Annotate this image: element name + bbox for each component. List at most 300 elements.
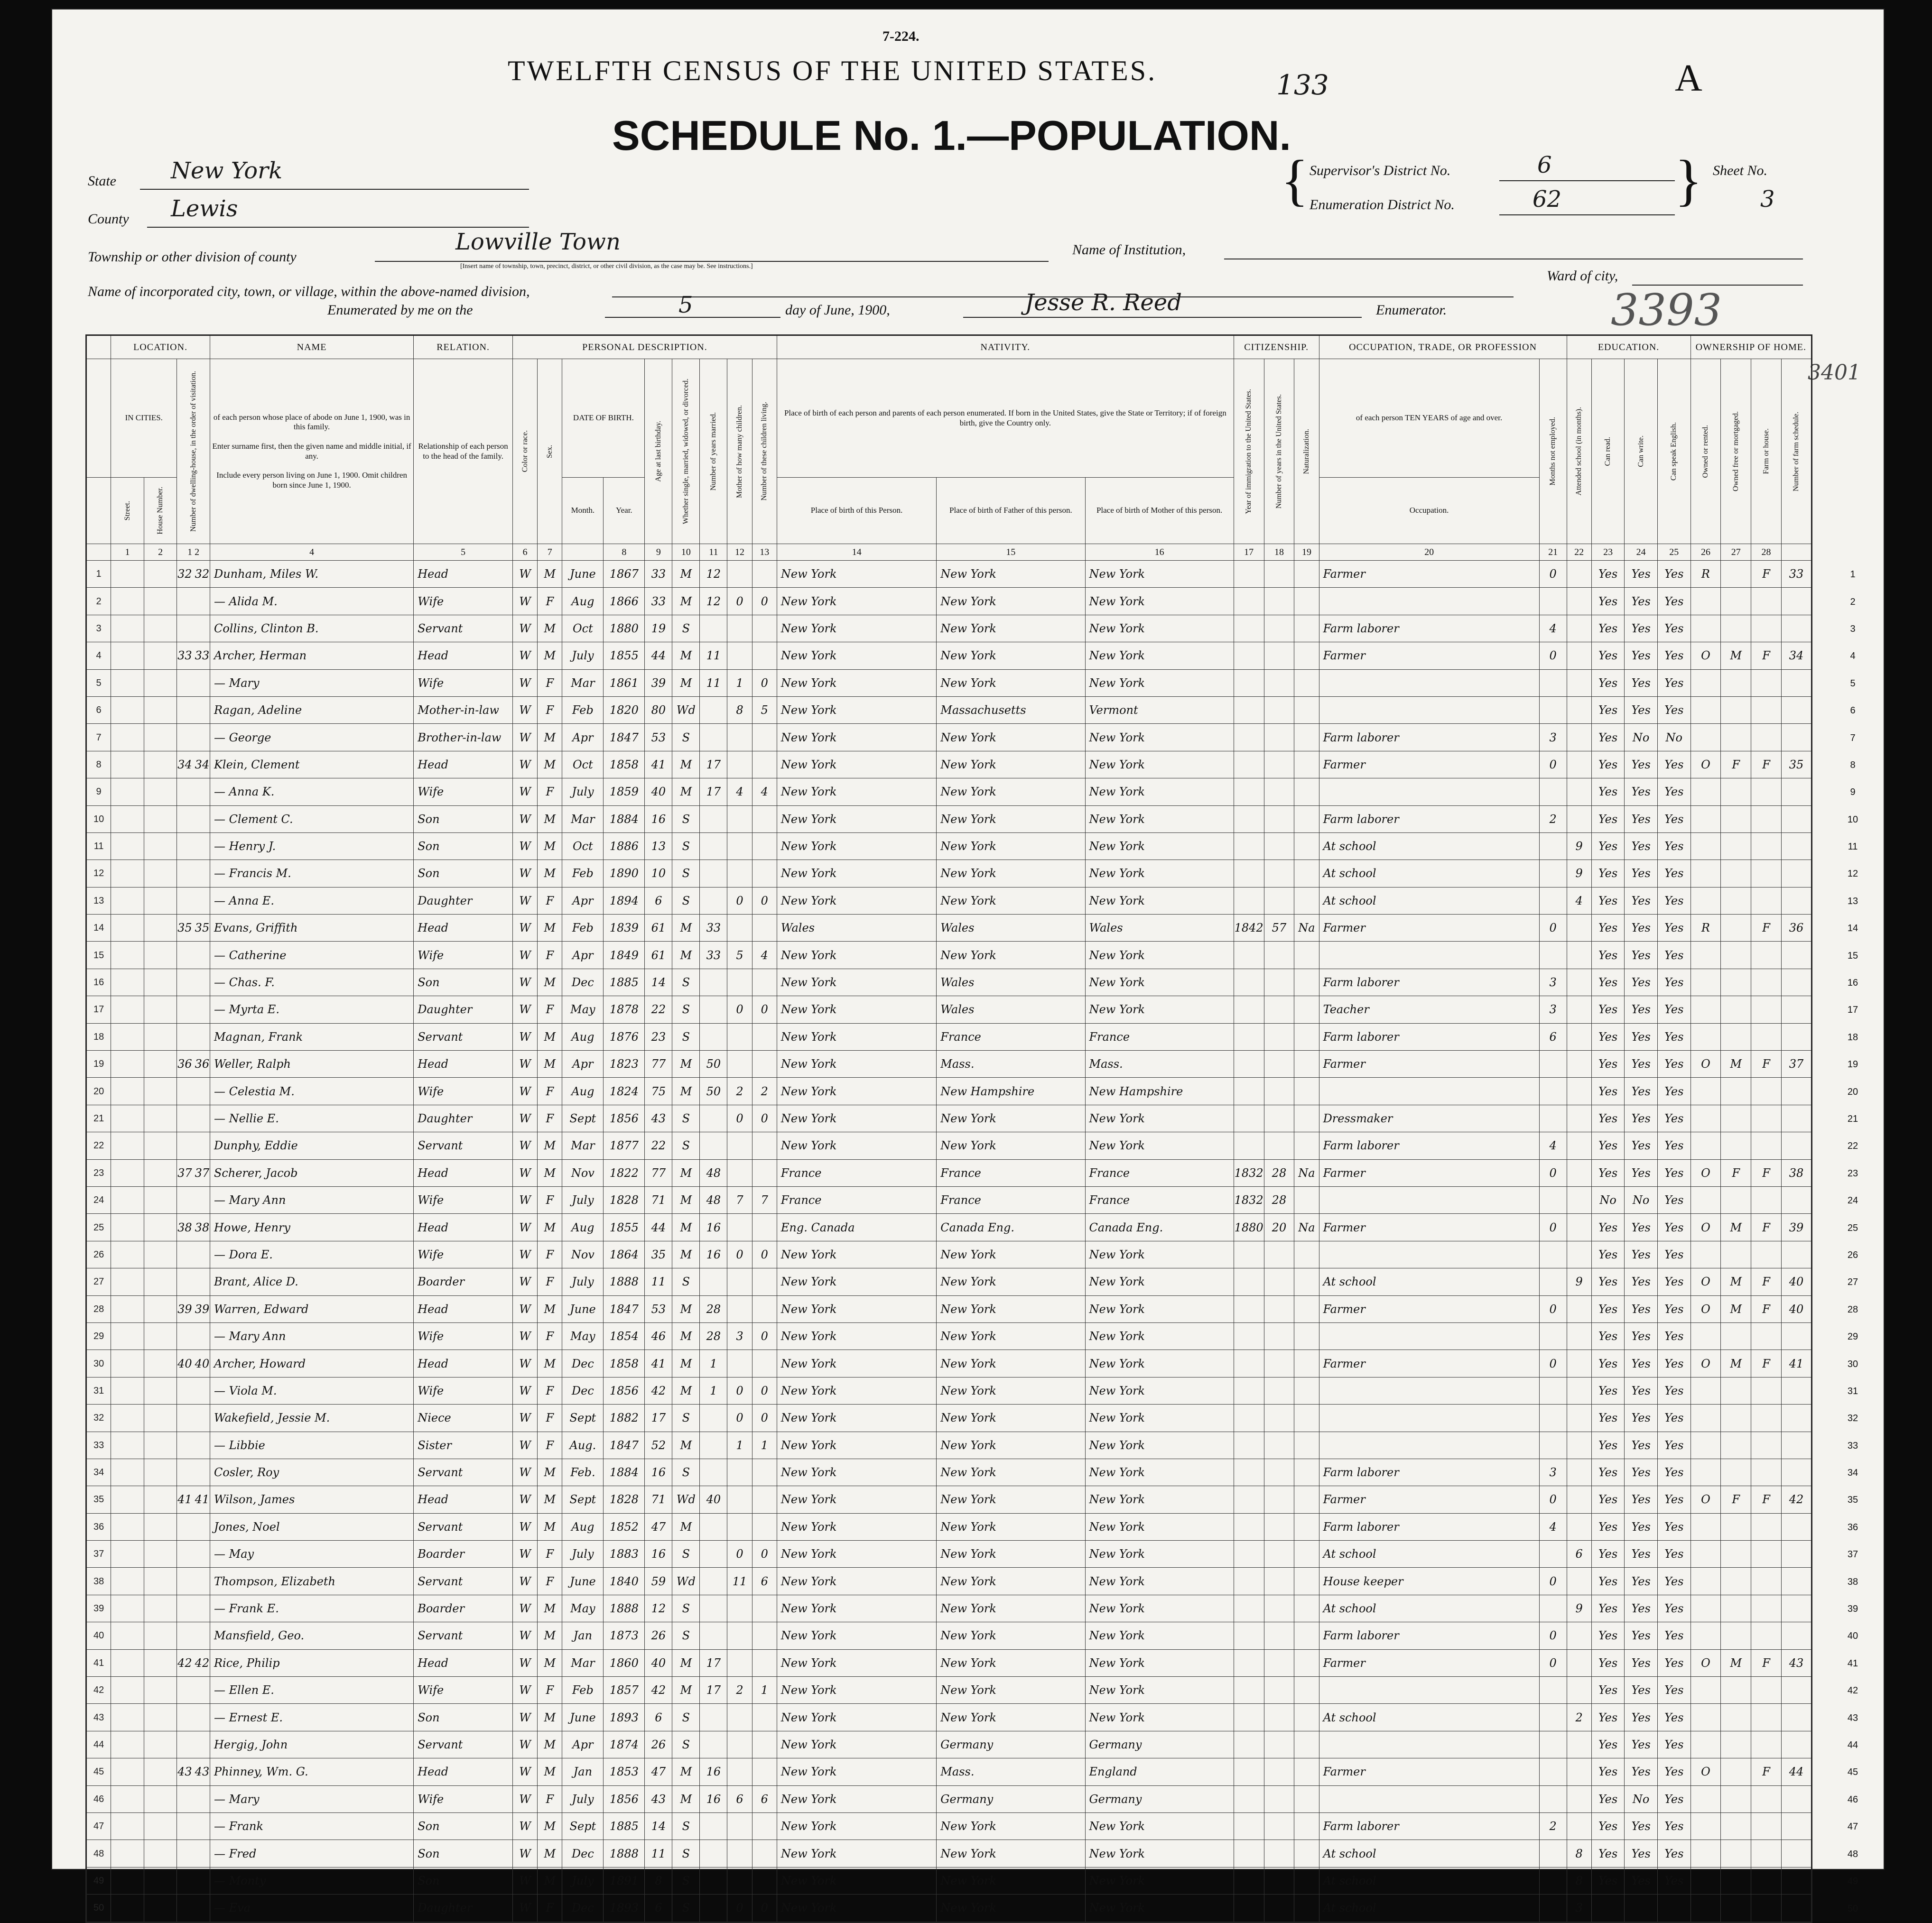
cell-farm-house	[1751, 1541, 1782, 1568]
column-number-row	[86, 544, 1812, 561]
line-number-header	[86, 335, 111, 359]
cell-birth-person: New York	[777, 1785, 936, 1812]
cell-immigration	[1234, 1541, 1264, 1568]
blank-subheader-2	[86, 478, 111, 544]
margin-line-number: 33	[1847, 1440, 1858, 1451]
cell-house	[144, 696, 177, 723]
cell-year: 1856	[604, 1785, 645, 1812]
table-row	[86, 1214, 1812, 1241]
cell-can-write: Yes	[1625, 1595, 1658, 1622]
cell-attended-school	[1567, 1812, 1591, 1840]
cell-color: W	[513, 915, 538, 942]
cell-dwelling	[177, 1486, 210, 1513]
cell-can-write: Yes	[1625, 1513, 1658, 1540]
margin-line-number: 14	[1847, 923, 1858, 934]
cell-age: 16	[645, 1459, 672, 1486]
cell-mother-of	[727, 1459, 752, 1486]
cell-can-speak: Yes	[1657, 1867, 1690, 1894]
cell-birth-mother: New York	[1085, 1595, 1234, 1622]
cell-years-us	[1264, 832, 1294, 860]
cell-sex: M	[538, 805, 562, 832]
cell-can-write: No	[1625, 724, 1658, 751]
cell-birth-father: France	[937, 1186, 1085, 1213]
cell-owned-rented	[1690, 1622, 1721, 1649]
cell-dwelling	[177, 1078, 210, 1105]
cell-mother-of	[727, 561, 752, 588]
cell-immigration	[1234, 1405, 1264, 1432]
cell-house	[144, 1704, 177, 1731]
cell-living: 6	[752, 1568, 777, 1595]
cell-line: 35	[86, 1486, 111, 1513]
cell-birth-person: New York	[777, 1105, 936, 1132]
cell-age: 14	[645, 969, 672, 996]
cell-line: 33	[86, 1432, 111, 1459]
cell-year: 1861	[604, 669, 645, 696]
cell-farm-house	[1751, 1568, 1782, 1595]
cell-can-speak: Yes	[1657, 915, 1690, 942]
cell-can-speak: Yes	[1657, 1241, 1690, 1268]
cell-line: 8	[86, 751, 111, 778]
cell-color: W	[513, 1322, 538, 1350]
table-row	[86, 1731, 1812, 1758]
table-row	[86, 1377, 1812, 1404]
cell-can-speak: Yes	[1657, 1486, 1690, 1513]
cell-attended-school	[1567, 778, 1591, 805]
cell-can-read: Yes	[1591, 1051, 1625, 1078]
cell-can-read: Yes	[1591, 1649, 1625, 1676]
col-number-free-mortgaged: 27	[1721, 544, 1751, 561]
cell-marital: M	[672, 1649, 700, 1676]
cell-street	[111, 1677, 144, 1704]
cell-dwelling	[177, 751, 210, 778]
cell-relation: Son	[414, 1867, 513, 1894]
cell-naturalization	[1294, 1785, 1319, 1812]
margin-line-number: 3	[1850, 623, 1856, 634]
cell-house	[144, 1186, 177, 1213]
cell-relation: Wife	[414, 1186, 513, 1213]
cell-age: 39	[645, 669, 672, 696]
cell-birth-father: New York	[937, 561, 1085, 588]
cell-can-speak: Yes	[1657, 1322, 1690, 1350]
cell-attended-school: 9	[1567, 860, 1591, 887]
cell-immigration	[1234, 1677, 1264, 1704]
cell-mother-of: 1	[727, 1432, 752, 1459]
table-row	[86, 1595, 1812, 1622]
table-row	[86, 1186, 1812, 1213]
cell-month: Oct	[562, 751, 604, 778]
marital-subheader-text: Whether single, married, widowed, or divorced.	[682, 378, 690, 524]
cell-color: W	[513, 1704, 538, 1731]
cell-birth-person: New York	[777, 1268, 936, 1295]
dwelling-number: 40	[177, 1357, 192, 1370]
cell-dwelling	[177, 1785, 210, 1812]
cell-farm-schedule	[1781, 1186, 1811, 1213]
cell-dwelling	[177, 1186, 210, 1213]
cell-farm-schedule: 34	[1781, 642, 1811, 669]
cell-mother-of	[727, 832, 752, 860]
cell-relation: Wife	[414, 669, 513, 696]
cell-occupation: At school	[1319, 1895, 1539, 1922]
cell-farm-house: F	[1751, 561, 1782, 588]
cell-attended-school	[1567, 696, 1591, 723]
cell-attended-school	[1567, 805, 1591, 832]
cell-name: Phinney, Wm. G.	[210, 1758, 413, 1785]
cell-color: W	[513, 1105, 538, 1132]
cell-farm-house: F	[1751, 1350, 1782, 1377]
cell-can-read: Yes	[1591, 1023, 1625, 1050]
cell-owned-rented: O	[1690, 1486, 1721, 1513]
cell-year: 1866	[604, 588, 645, 615]
cell-mother-of: 0	[727, 887, 752, 914]
cell-years-married	[700, 1405, 727, 1432]
cell-years-married	[700, 615, 727, 642]
cell-months-unemployed: 0	[1539, 1295, 1567, 1322]
margin-line-number: 11	[1848, 841, 1858, 852]
cell-occupation	[1319, 1241, 1539, 1268]
cell-owned-rented: O	[1690, 642, 1721, 669]
cell-mother-of: 0	[727, 996, 752, 1023]
cell-birth-person: New York	[777, 1595, 936, 1622]
cell-house	[144, 996, 177, 1023]
cell-immigration	[1234, 1105, 1264, 1132]
col-number-farm-schedule	[1781, 544, 1811, 561]
cell-color: W	[513, 1486, 538, 1513]
cell-mother-of	[727, 1268, 752, 1295]
cell-years-us	[1264, 588, 1294, 615]
cell-living	[752, 860, 777, 887]
cell-attended-school	[1567, 942, 1591, 969]
margin-line-number: 43	[1847, 1712, 1858, 1723]
cell-line: 37	[86, 1541, 111, 1568]
cell-age: 33	[645, 588, 672, 615]
cell-immigration	[1234, 1322, 1264, 1350]
cell-farm-house	[1751, 860, 1782, 887]
cell-name: — Anna E.	[210, 887, 413, 914]
cell-street	[111, 1159, 144, 1186]
cell-free-mortgaged: M	[1721, 642, 1751, 669]
cell-marital: S	[672, 615, 700, 642]
cell-name: Ragan, Adeline	[210, 696, 413, 723]
cell-can-speak: Yes	[1657, 1622, 1690, 1649]
cell-owned-rented	[1690, 724, 1721, 751]
cell-attended-school: 3	[1567, 1895, 1591, 1922]
dwelling-number: 41	[177, 1493, 192, 1507]
cell-line: 36	[86, 1513, 111, 1540]
occupation-header: OCCUPATION, TRADE, OR PROFESSION	[1319, 335, 1567, 359]
cell-year: 1857	[604, 1677, 645, 1704]
cell-owned-rented	[1690, 1023, 1721, 1050]
cell-owned-rented	[1690, 696, 1721, 723]
cell-mother-of: 5	[727, 942, 752, 969]
cell-months-unemployed	[1539, 588, 1567, 615]
table-row	[86, 942, 1812, 969]
cell-dwelling	[177, 1405, 210, 1432]
cell-years-us: 57	[1264, 915, 1294, 942]
cell-occupation: Dressmaker	[1319, 1105, 1539, 1132]
cell-years-married: 50	[700, 1051, 727, 1078]
cell-house	[144, 1568, 177, 1595]
cell-can-speak: Yes	[1657, 805, 1690, 832]
cell-years-us	[1264, 1295, 1294, 1322]
cell-living	[752, 1704, 777, 1731]
cell-marital: Wd	[672, 1568, 700, 1595]
cell-years-us	[1264, 1758, 1294, 1785]
cell-occupation	[1319, 1677, 1539, 1704]
cell-owned-rented	[1690, 1186, 1721, 1213]
cell-can-speak: Yes	[1657, 1405, 1690, 1432]
cell-years-married: 1	[700, 1350, 727, 1377]
cell-owned-rented	[1690, 805, 1721, 832]
cell-can-write: Yes	[1625, 1758, 1658, 1785]
cell-can-write: Yes	[1625, 778, 1658, 805]
cell-immigration	[1234, 1758, 1264, 1785]
cell-birth-person: New York	[777, 1241, 936, 1268]
cell-free-mortgaged	[1721, 996, 1751, 1023]
enumerated-day-underline	[605, 317, 780, 318]
table-row	[86, 915, 1812, 942]
cell-marital: M	[672, 669, 700, 696]
cell-marital: M	[672, 1432, 700, 1459]
cell-immigration	[1234, 1486, 1264, 1513]
cell-farm-house: F	[1751, 1159, 1782, 1186]
cell-birth-person: New York	[777, 1677, 936, 1704]
cell-attended-school	[1567, 1214, 1591, 1241]
cell-farm-schedule: 43	[1781, 1649, 1811, 1676]
dwelling-number: 37	[177, 1166, 192, 1180]
cell-marital: S	[672, 1867, 700, 1894]
cell-marital: S	[672, 1731, 700, 1758]
cell-immigration	[1234, 1051, 1264, 1078]
farm-schedule-subheader-text: Number of farm schedule.	[1792, 411, 1801, 491]
cell-can-speak: Yes	[1657, 1840, 1690, 1867]
cell-can-read: Yes	[1591, 724, 1625, 751]
cell-name: Wilson, James	[210, 1486, 413, 1513]
cell-name: — Dora E.	[210, 1241, 413, 1268]
cell-age: 77	[645, 1051, 672, 1078]
col-number-name: 4	[210, 544, 413, 561]
cell-year: 1847	[604, 1432, 645, 1459]
cell-name: — Chas. F.	[210, 969, 413, 996]
family-number: 37	[195, 1166, 210, 1180]
cell-birth-father: New York	[937, 1677, 1085, 1704]
cell-can-write: Yes	[1625, 1677, 1658, 1704]
cell-attended-school	[1567, 1159, 1591, 1186]
cell-can-read: Yes	[1591, 1214, 1625, 1241]
sex-subheader-text: Sex.	[545, 444, 554, 458]
cell-house	[144, 588, 177, 615]
cell-years-us	[1264, 1051, 1294, 1078]
cell-year: 1888	[604, 1595, 645, 1622]
cell-house	[144, 1595, 177, 1622]
cell-sex: M	[538, 969, 562, 996]
cell-house	[144, 860, 177, 887]
col-number-sex: 7	[538, 544, 562, 561]
margin-line-number: 46	[1847, 1794, 1858, 1805]
cell-farm-schedule	[1781, 1405, 1811, 1432]
cell-birth-mother: France	[1085, 1186, 1234, 1213]
cell-years-us	[1264, 778, 1294, 805]
margin-line-number: 36	[1847, 1522, 1858, 1533]
cell-living: 7	[752, 1186, 777, 1213]
cell-marital: S	[672, 1622, 700, 1649]
cell-marital: S	[672, 1840, 700, 1867]
cell-year: 1878	[604, 996, 645, 1023]
cell-farm-house: F	[1751, 642, 1782, 669]
cell-free-mortgaged: F	[1721, 1486, 1751, 1513]
cell-house	[144, 1812, 177, 1840]
cell-year: 1847	[604, 1295, 645, 1322]
cell-line: 9	[86, 778, 111, 805]
cell-farm-schedule	[1781, 1622, 1811, 1649]
free-mortgaged-subheader-text: Owned free or mortgaged.	[1731, 411, 1740, 491]
cell-can-speak: Yes	[1657, 1295, 1690, 1322]
cell-occupation: Farm laborer	[1319, 1513, 1539, 1540]
cell-birth-father: New York	[937, 1568, 1085, 1595]
cell-street	[111, 1432, 144, 1459]
cell-attended-school: 2	[1567, 1704, 1591, 1731]
cell-living: 6	[752, 1785, 777, 1812]
cell-month: July	[562, 1785, 604, 1812]
cell-years-us	[1264, 1785, 1294, 1812]
cell-house	[144, 887, 177, 914]
state-label: State	[88, 173, 116, 189]
table-row	[86, 996, 1812, 1023]
cell-birth-father: Germany	[937, 1731, 1085, 1758]
cell-birth-mother: New York	[1085, 1295, 1234, 1322]
cell-can-write: Yes	[1625, 1023, 1658, 1050]
cell-birth-person: France	[777, 1186, 936, 1213]
cell-occupation: Farmer	[1319, 751, 1539, 778]
cell-birth-person: New York	[777, 615, 936, 642]
cell-birth-mother: New York	[1085, 887, 1234, 914]
state-underline	[140, 189, 529, 190]
cell-years-married	[700, 996, 727, 1023]
cell-years-us	[1264, 1704, 1294, 1731]
cell-name: — Clement C.	[210, 805, 413, 832]
cell-birth-person: New York	[777, 561, 936, 588]
margin-line-number: 41	[1847, 1658, 1858, 1669]
cell-farm-house	[1751, 1241, 1782, 1268]
cell-sex: F	[538, 1785, 562, 1812]
cell-can-speak: Yes	[1657, 751, 1690, 778]
cell-birth-father: Wales	[937, 996, 1085, 1023]
cell-can-write	[1625, 1895, 1658, 1922]
cell-years-married	[700, 1731, 727, 1758]
cell-naturalization	[1294, 805, 1319, 832]
col-number-street: 1	[111, 544, 144, 561]
cell-relation: Head	[414, 1295, 513, 1322]
cell-birth-person: New York	[777, 778, 936, 805]
cell-marital: M	[672, 1295, 700, 1322]
cell-month: Dec	[562, 1350, 604, 1377]
age-subheader	[645, 359, 672, 544]
cell-can-write: Yes	[1625, 1377, 1658, 1404]
table-row	[86, 1513, 1812, 1540]
cell-owned-rented	[1690, 1322, 1721, 1350]
cell-owned-rented	[1690, 969, 1721, 996]
cell-years-us	[1264, 996, 1294, 1023]
mother-of-subheader-text: Mother of how many children.	[735, 405, 744, 498]
cell-marital: S	[672, 887, 700, 914]
cell-birth-father: New York	[937, 860, 1085, 887]
street-subheader	[111, 478, 144, 544]
cell-can-read: Yes	[1591, 1322, 1625, 1350]
cell-naturalization	[1294, 1677, 1319, 1704]
cell-years-married	[700, 1432, 727, 1459]
cell-month: June	[562, 1295, 604, 1322]
margin-number: 3401	[1808, 361, 1861, 385]
cell-dwelling	[177, 1895, 210, 1922]
cell-can-write: Yes	[1625, 887, 1658, 914]
cell-years-married	[700, 1812, 727, 1840]
cell-years-us	[1264, 1731, 1294, 1758]
cell-birth-person: New York	[777, 669, 936, 696]
cell-color: W	[513, 1758, 538, 1785]
cell-marital: S	[672, 1704, 700, 1731]
table-row	[86, 1405, 1812, 1432]
cell-age: 11	[645, 1268, 672, 1295]
cell-owned-rented	[1690, 1568, 1721, 1595]
cell-dwelling	[177, 805, 210, 832]
cell-months-unemployed	[1539, 1867, 1567, 1894]
cell-occupation	[1319, 1432, 1539, 1459]
cell-farm-house	[1751, 1513, 1782, 1540]
cell-attended-school	[1567, 969, 1591, 996]
col-number-mother-of: 12	[727, 544, 752, 561]
cell-relation: Boarder	[414, 1541, 513, 1568]
cell-can-write: Yes	[1625, 561, 1658, 588]
col-number-months-unemployed: 21	[1539, 544, 1567, 561]
cell-immigration: 1880	[1234, 1214, 1264, 1241]
cell-name: — Celestia M.	[210, 1078, 413, 1105]
cell-can-read: Yes	[1591, 642, 1625, 669]
cell-can-write: Yes	[1625, 915, 1658, 942]
cell-relation: Servant	[414, 1622, 513, 1649]
cell-months-unemployed	[1539, 1405, 1567, 1432]
cell-immigration	[1234, 969, 1264, 996]
cell-months-unemployed	[1539, 1785, 1567, 1812]
cell-birth-person: New York	[777, 751, 936, 778]
cell-attended-school: 8	[1567, 1840, 1591, 1867]
col-number-relation: 5	[414, 544, 513, 561]
cell-line: 26	[86, 1241, 111, 1268]
cell-occupation: House keeper	[1319, 1568, 1539, 1595]
cell-farm-schedule: 41	[1781, 1350, 1811, 1377]
cell-attended-school	[1567, 1568, 1591, 1595]
col-number-can-read: 23	[1591, 544, 1625, 561]
cell-marital: Wd	[672, 1486, 700, 1513]
cell-sex: M	[538, 1459, 562, 1486]
cell-occupation	[1319, 778, 1539, 805]
cell-immigration	[1234, 1812, 1264, 1840]
cell-color: W	[513, 1432, 538, 1459]
cell-birth-person: New York	[777, 588, 936, 615]
cell-birth-person: New York	[777, 969, 936, 996]
cell-dwelling	[177, 1377, 210, 1404]
cell-farm-house	[1751, 1677, 1782, 1704]
cell-years-us	[1264, 1105, 1294, 1132]
cell-birth-mother: New York	[1085, 1812, 1234, 1840]
col-number-can-speak: 25	[1657, 544, 1690, 561]
cell-free-mortgaged	[1721, 1622, 1751, 1649]
cell-name: — Anna K.	[210, 778, 413, 805]
cell-dwelling	[177, 615, 210, 642]
cell-can-read: Yes	[1591, 1622, 1625, 1649]
cell-street	[111, 724, 144, 751]
farm-schedule-subheader	[1781, 359, 1811, 544]
cell-owned-rented	[1690, 1132, 1721, 1159]
cell-naturalization: Na	[1294, 1214, 1319, 1241]
